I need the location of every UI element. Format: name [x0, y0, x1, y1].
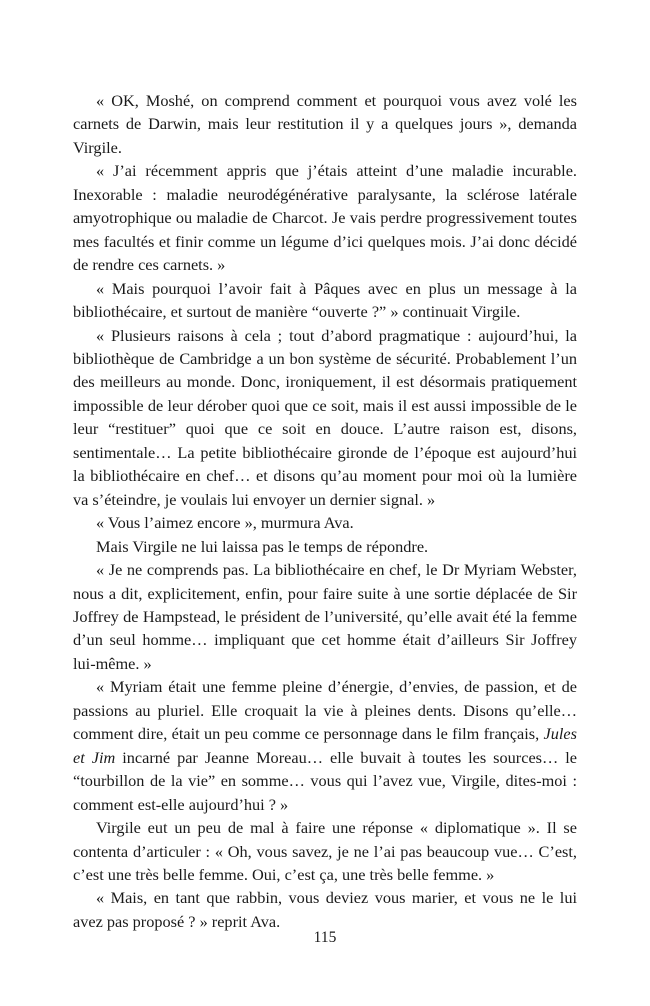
paragraph: Virgile eut un peu de mal à faire une réponse « diplomatique ». Il se contenta d’articuler : « Oh, vous savez, je ne l’ai pas beaucoup vue… C’est, c’est une très belle femme. Oui, c’est ça, une très belle femme. » [73, 818, 577, 884]
paragraph: « OK, Moshé, on comprend comment et pourquoi vous avez volé les carnets de Darwin, mais leur restitution il y a quelques jours », demanda Virgile. [73, 91, 577, 157]
paragraph: Mais Virgile ne lui laissa pas le temps de répondre. [96, 536, 429, 556]
film-title: Jules et Jim [73, 724, 577, 767]
paragraph-text: incarné par Jeanne Moreau… elle buvait à toutes les sources… le “tourbillon de la vie” en somme… vous qui l’avez vue, Virgile, dites-moi : comment est-elle aujourd’hui ? » [73, 747, 578, 814]
paragraph [73, 675, 577, 816]
paragraph: « Plusieurs raisons à cela ; tout d’abord pragmatique : aujourd’hui, la bibliothèque de Cambridge a un bon système de sécurité. Probablement l’un des meilleurs au monde. Donc, ironiquement, il est désormais pratiquement impossible de leur dérober quoi que ce soit, mais il est aussi impossible de le leur “restituer” quoi que ce soit en douce. L’autre raison est, disons, sentimentale… La petite bibliothécaire gironde de l’époque est aujourd’hui la bibliothécaire en chef… et disons qu’au moment pour moi où la lumière va s’éteindre, je voulais lui envoyer un dernier signal. » [73, 325, 577, 509]
paragraph: « Vous l’aimez encore », murmura Ava. [96, 513, 354, 533]
body-text [73, 89, 577, 933]
paragraph: « Mais pourquoi l’avoir fait à Pâques avec en plus un message à la bibliothécaire, et surtout de manière “ouverte ?” » continuait Virgile. [73, 278, 577, 322]
paragraph: « Mais, en tant que rabbin, vous deviez vous marier, et vous ne le lui avez pas proposé ? » reprit Ava. [73, 888, 577, 931]
paragraph-text: « Myriam était une femme pleine d’énergie, d’envies, de passion, et de passions au pluriel. Elle croquait la vie à pleines dents. Disons qu’elle… comment dire, était un peu comme ce personnage dans le film français, [73, 677, 577, 744]
page-number: 115 [313, 929, 337, 946]
paragraph: « J’ai récemment appris que j’étais atteint d’une maladie incurable. Inexorable : maladie neurodégénérative paralysante, la sclérose latérale amyotrophique ou maladie de Charcot. Je vais perdre progressivement toutes mes facultés et finir comme un légume d’ici quelques mois. J’ai donc décidé de rendre ces carnets. » [73, 161, 577, 275]
paragraph: « Je ne comprends pas. La bibliothécaire en chef, le Dr Myriam Webster, nous a dit, explicitement, enfin, pour faire suite à une sortie déplacée de Sir Joffrey de Hampstead, le président de l’université, qu’elle avait été la femme d’un seul homme… impliquant que cet homme était d’ailleurs Sir Joffrey lui-même. » [73, 560, 577, 673]
